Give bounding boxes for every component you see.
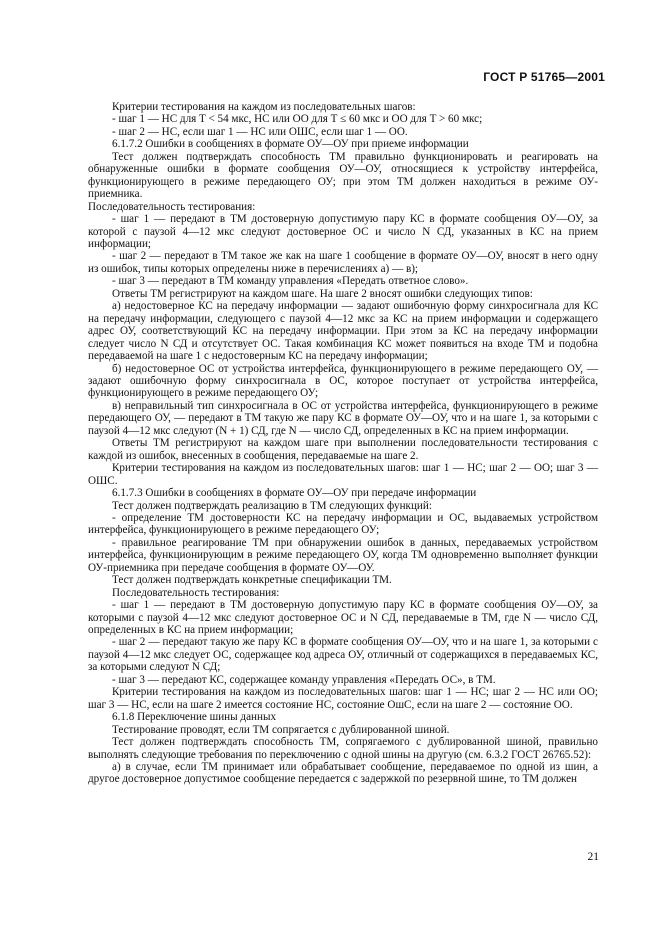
paragraph: б) недостоверное ОС от устройства интерфейса, функционирующего в режиме передающего ОУ, — задают ошибочную форму синхросигнала в ОС, которое поступает от устройства интерфейса, функционирующего в режиме передающего ОУ; xyxy=(88,362,598,400)
paragraph: - определение ТМ достоверности КС на передачу информации и ОС, выдаваемых устройством интерфейса, функционирующего в режиме передающего ОУ; xyxy=(88,511,598,537)
paragraph: Критерии тестирования на каждом из последовательных шагов: xyxy=(112,101,416,113)
paragraph: Тест должен подтверждать способность ТМ правильно функционировать и реагировать на обнаруженные ошибки в формате сообщения ОУ—ОУ, относящиеся к устройству интерфейса, функционирующего в режиме передающего ОУ; при этом ТМ должен находиться в режиме ОУ-приемника. xyxy=(88,150,598,201)
document-header: ГОСТ Р 51765—2001 xyxy=(483,70,605,84)
page-number: 21 xyxy=(587,851,599,863)
paragraph: в) неправильный тип синхросигнала в ОС от устройства интерфейса, функционирующего в режиме передающего ОУ, — передают в ТМ такую же пару КС в формате ОУ—ОУ, что и на шаге 1, за которыми с паузой 4—12 мкс следуют (N + 1) СД, где N — число СД, определенных в КС на прием информации. xyxy=(88,399,598,437)
paragraph: - шаг 2 — передают в ТМ такое же как на шаге 1 сообщение в формате ОУ—ОУ, вносят в него одну из ошибок, типы которых определены ниже в перечислениях а) — в); xyxy=(88,250,598,275)
paragraph: - шаг 3 — передают в ТМ команду управления «Передать ответное слово». xyxy=(112,275,469,288)
section-heading: 6.1.8 Переключение шины данных xyxy=(112,711,277,724)
paragraph: Тестирование проводят, если ТМ сопрягается с дублированной шиной. xyxy=(112,723,450,736)
paragraph: - правильное реагирование ТМ при обнаружении ошибок в данных, передаваемых устройством интерфейса, функционирующим в режиме передающего ОУ, когда ТМ одновременно выполняет функции ОУ-приемника при передаче сообщения в формате ОУ—ОУ. xyxy=(88,536,598,574)
paragraph: Последовательность тестирования: xyxy=(112,586,280,599)
page-body xyxy=(88,101,598,786)
paragraph: Ответы ТМ регистрируют на каждом шаге при выполнении последовательности тестирования с каждой из ошибок, внесенных в сообщения, передаваемые на шаге 2. xyxy=(88,437,598,462)
paragraph: а) в случае, если ТМ принимает или обрабатывает сообщение, передаваемое по одной из шин, а другое достоверное допустимое сообщение передается с задержкой по резервной шине, то ТМ должен xyxy=(88,761,598,786)
paragraph: Критерии тестирования на каждом из последовательных шагов: шаг 1 — НС; шаг 2 — НС или ОО; шаг 3 — НС, если на шаге 2 имеется состояние НС, состояние ОшС, если на шаге 2 — состояние ОО. xyxy=(88,686,598,711)
paragraph: - шаг 1 — передают в ТМ достоверную допустимую пару КС в формате сообщения ОУ—ОУ, за которой с паузой 4—12 мкс следуют достоверное ОС и число N СД, указанных в КС на прием информации; xyxy=(88,213,598,250)
paragraph: - шаг 1 — передают в ТМ достоверную допустимую пару КС в формате сообщения ОУ—ОУ, за которыми с паузой 4—12 мкс следуют достоверное ОС и N СД, передаваемые в ТМ, где N — число СД, определенных в КС на прием информации; xyxy=(88,599,598,637)
section-heading: 6.1.7.3 Ошибки в сообщениях в формате ОУ—ОУ при передаче информации xyxy=(112,487,477,500)
paragraph: Последовательность тестирования: xyxy=(88,200,256,213)
paragraph: - шаг 2 — НС, если шаг 1 — НС или ОШС, если шаг 1 — ОО. xyxy=(112,125,408,138)
paragraph: Критерии тестирования на каждом из последовательных шагов: шаг 1 — НС; шаг 2 — ОО; шаг 3 — ОШС. xyxy=(88,462,598,487)
section-heading: 6.1.7.2 Ошибки в сообщениях в формате ОУ—ОУ при приеме информации xyxy=(112,138,469,151)
paragraph: - шаг 2 — передают такую же пару КС в формате сообщения ОУ—ОУ, что и на шаге 1, за которыми с паузой 4—12 мкс следует ОС, содержащее код адреса ОУ, отличный от содержащихся в передаваемых КС, за которыми следуют N СД; xyxy=(88,636,598,674)
paragraph: Тест должен подтверждать реализацию в ТМ следующих функций: xyxy=(112,499,432,512)
paragraph: Тест должен подтверждать конкретные спецификации ТМ. xyxy=(112,574,392,587)
paragraph: - шаг 1 — НС для T < 54 мкс, НС или ОО для T ≤ 60 мкс и ОО для T > 60 мкс; xyxy=(112,113,483,126)
paragraph: а) недостоверное КС на передачу информации — задают ошибочную форму синхросигнала для КС на передачу информации, следующего с паузой 4—12 мкс за КС на прием информации и содержащего адрес ОУ, соответствующий КС на передачу информации. При этом за КС на передачу информации следует число N СД и отсутствует ОС. Такая комбинация КС может появиться на входе ТМ и подобна передаваемой на шаге 1 с недостоверным КС на передачу информации; xyxy=(88,300,598,363)
paragraph: Тест должен подтверждать способность ТМ, сопрягаемого с дублированной шиной, правильно выполнять следующие требования по переключению с одной шины на другую (см. 6.3.2 ГОСТ 26765.52): xyxy=(88,736,598,761)
paragraph: Ответы ТМ регистрируют на каждом шаге. На шаге 2 вносят ошибки следующих типов: xyxy=(112,287,533,300)
paragraph: - шаг 3 — передают КС, содержащее команду управления «Передать ОС», в ТМ. xyxy=(112,673,496,686)
